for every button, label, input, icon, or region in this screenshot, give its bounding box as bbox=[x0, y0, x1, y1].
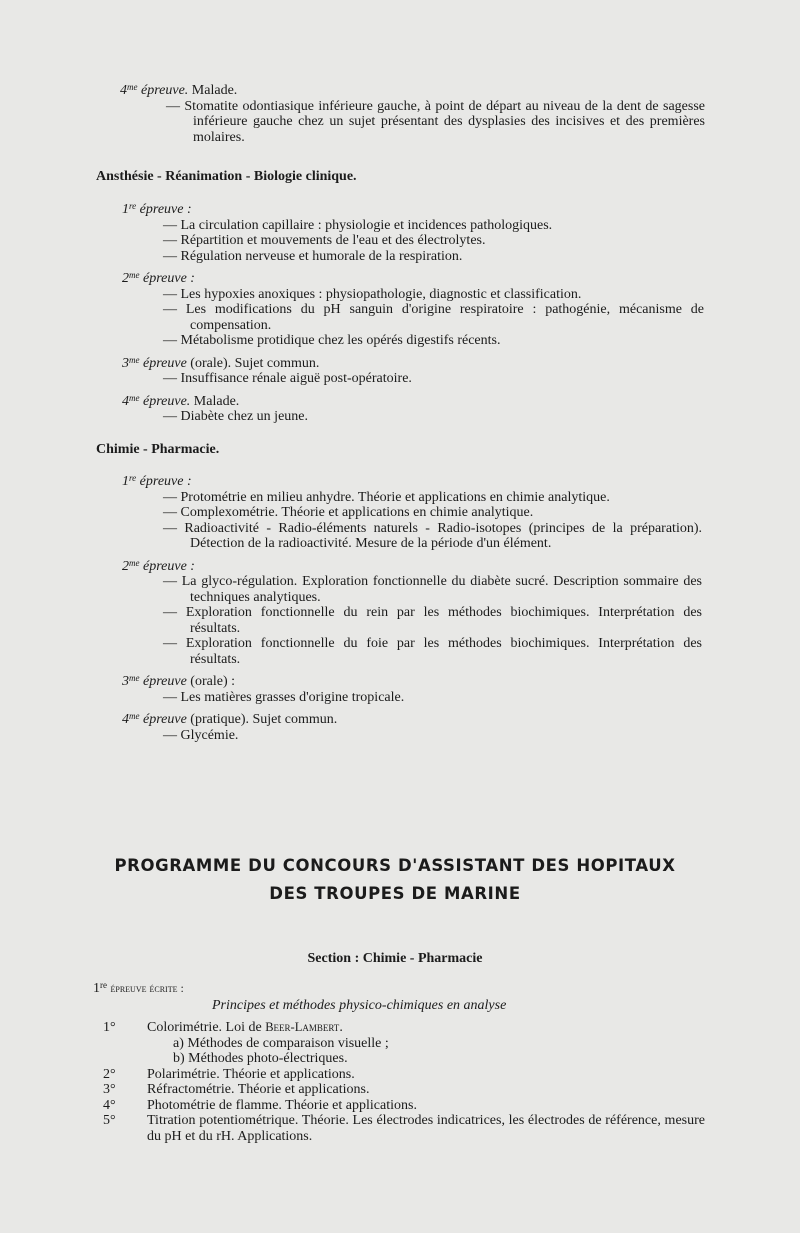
programme-title-line2: DES TROUPES DE MARINE bbox=[269, 884, 521, 903]
epreuve-label: $4^{me}$ épreuve (pratique). Sujet commun. bbox=[122, 711, 338, 727]
epreuve-label: 1re épreuve : bbox=[122, 201, 192, 217]
programme-section: Section : Chimie - Pharmacie bbox=[307, 951, 483, 966]
list-item: — Stomatite odontiasique inférieure gauche, à point de départ au niveau de la dent de sagesse inférieure gauche chez un sujet présentant des dysplasies des incisives et des premières molaires. bbox=[166, 98, 705, 145]
programme-subtitle: Principes et méthodes physico-chimiques en analyse bbox=[212, 998, 507, 1013]
list-item: — Radioactivité - Radio-éléments naturels - Radio-isotopes (principes de la préparation). Détection de la radioactivité. Mesure de la période d'un élément. bbox=[163, 520, 702, 551]
list-item: 3° Réfractométrie. Théorie et applications. bbox=[103, 1082, 370, 1097]
epreuve-label: $2^{me}$ épreuve : bbox=[122, 270, 195, 286]
anesth-epreuves bbox=[122, 199, 704, 425]
list-item: 2° Polarimétrie. Théorie et applications. bbox=[103, 1066, 355, 1082]
list-sub-item: a) Méthodes de comparaison visuelle ; bbox=[173, 1035, 389, 1051]
list-item: — Protométrie en milieu anhydre. Théorie et applications en chimie analytique. bbox=[163, 489, 610, 505]
list-item: — Glycémie. bbox=[163, 727, 239, 743]
list-item: 4° Photométrie de flamme. Théorie et applications. bbox=[103, 1097, 417, 1113]
list-item: — Régulation nerveuse et humorale de la respiration. bbox=[163, 248, 463, 264]
programme-list bbox=[103, 1020, 705, 1144]
list-item: — Les hypoxies anoxiques : physiopathologie, diagnostic et classification. bbox=[163, 286, 582, 302]
epreuve-label: $3^{me}$ épreuve (orale). Sujet commun. bbox=[122, 354, 320, 371]
list-item: — Complexométrie. Théorie et applications en chimie analytique. bbox=[163, 505, 534, 520]
list-item: — Les modifications du pH sanguin d'origine respiratoire : pathogénie, mécanisme de compensation. bbox=[163, 302, 704, 333]
list-item: — Insuffisance rénale aiguë post-opératoire. bbox=[163, 371, 412, 386]
list-item: — Métabolisme protidique chez les opérés digestifs récents. bbox=[163, 333, 501, 348]
epreuve-label: $2^{me}$ épreuve : bbox=[122, 557, 195, 574]
chimie-epreuves bbox=[122, 471, 702, 743]
epreuve-label: $3^{me}$ épreuve (orale) : bbox=[122, 673, 235, 689]
section-title-chimie: Chimie - Pharmacie. bbox=[96, 442, 220, 457]
list-item: — Exploration fonctionnelle du rein par les méthodes biochimiques. Interprétation des résultats. bbox=[163, 605, 702, 636]
epreuve-label: $4^{me}$ épreuve. Malade. bbox=[122, 392, 240, 409]
list-sub-item: b) Méthodes photo-électriques. bbox=[173, 1051, 348, 1066]
programme-title-line1: PROGRAMME DU CONCOURS D'ASSISTANT DES HOPITAUX bbox=[114, 856, 676, 875]
list-item: — Exploration fonctionnelle du foie par les méthodes biochimiques. Interprétation des résultats. bbox=[163, 636, 702, 667]
block-4me-epreuve bbox=[120, 80, 705, 145]
list-item: — Diabète chez un jeune. bbox=[163, 409, 308, 424]
programme-epreuve-label: 1re épreuve écrite : bbox=[93, 980, 184, 996]
section-title-anesthesie: Ansthésie - Réanimation - Biologie clinique. bbox=[96, 169, 357, 184]
list-item: — La glyco-régulation. Exploration fonctionnelle du diabète sucré. Description sommaire des techniques analytiques. bbox=[163, 574, 702, 605]
list-item: 5° Titration potentiométrique. Théorie. Les électrodes indicatrices, les électrodes de référence, mesure du pH et du rH. Applications. bbox=[103, 1113, 705, 1144]
list-item: — La circulation capillaire : physiologie et incidences pathologiques. bbox=[163, 217, 553, 233]
epreuve-label: $4^{me}$ épreuve. Malade. bbox=[120, 82, 238, 98]
list-item: 1° Colorimétrie. Loi de Beer-Lambert. bbox=[103, 1020, 343, 1035]
epreuve-label: 1re épreuve : bbox=[122, 473, 192, 489]
list-item: — Répartition et mouvements de l'eau et des électrolytes. bbox=[163, 233, 486, 248]
list-item: — Les matières grasses d'origine tropicale. bbox=[163, 689, 405, 705]
